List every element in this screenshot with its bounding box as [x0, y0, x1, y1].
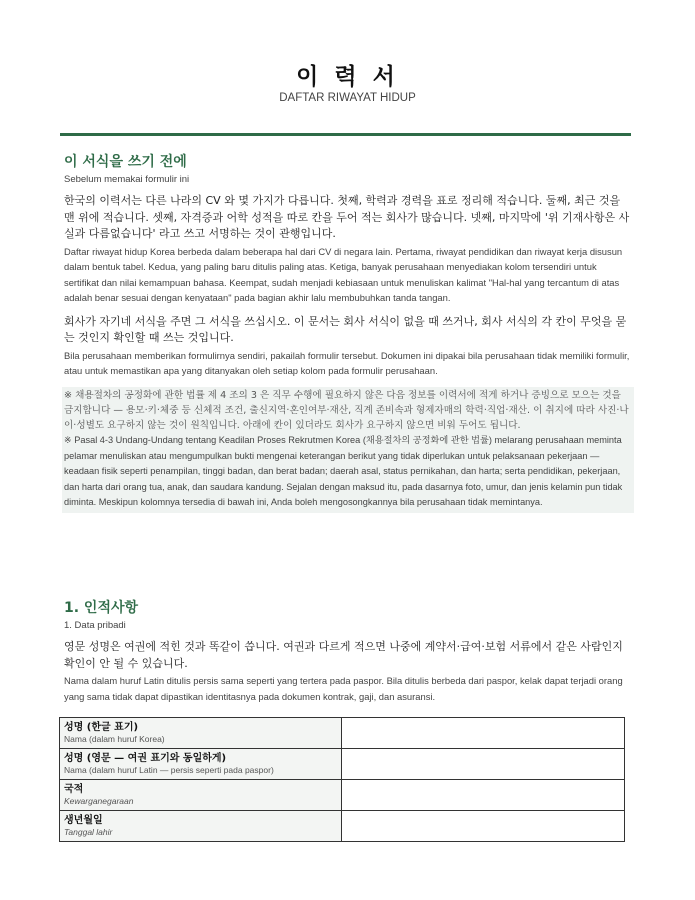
birth-date-field[interactable]	[342, 811, 625, 842]
header-divider	[60, 133, 631, 136]
table-row	[60, 749, 625, 780]
table-row	[60, 718, 625, 749]
intro-paragraph-1-korean: 한국의 이력서는 다른 나라의 CV 와 몇 가지가 다릅니다. 첫째, 학력과 경력을 표로 정리해 적습니다. 둘째, 최근 것을 맨 위에 적습니다. 셋째, 자격증과 어학 성적을 따로 칸을 두어 적는 회사가 많습니다. 넷째, 마지막에 '위 기재사항은 사실과 다름없습니다' 라고 쓰고 서명하는 것이 관행입니다.	[64, 194, 630, 240]
name-korean-label-cell	[60, 718, 342, 749]
personal-data-section	[64, 598, 632, 712]
field-label-indonesian: Tanggal lahir	[64, 827, 113, 837]
personal-data-table	[59, 717, 625, 842]
name-latin-label-cell	[60, 749, 342, 780]
legal-note-box	[62, 387, 634, 514]
birth-date-label-cell	[60, 811, 342, 842]
field-label-indonesian: Kewarganegaraan	[64, 796, 134, 806]
field-label-korean: 성명 (한글 표기)	[64, 722, 139, 733]
field-label-indonesian: Nama (dalam huruf Korea)	[64, 734, 165, 744]
field-label-korean: 국적	[64, 784, 84, 795]
intro-heading: 이 서식을 쓰기 전에	[64, 154, 187, 170]
page-title: 이 력 서	[296, 64, 399, 90]
table-row	[60, 811, 625, 842]
section-1-heading: 1. 인적사항	[64, 600, 139, 616]
name-latin-field[interactable]	[342, 749, 625, 780]
section-1-paragraph-indonesian: Nama dalam huruf Latin ditulis persis sama seperti yang tertera pada paspor. Bila ditulis berbeda dari paspor, kelak dapat terjadi orang yang sama tidak dapat dipastikan identitasnya pada dokumen kontrak, gaji, dan asuransi.	[64, 675, 623, 702]
field-label-korean: 생년월일	[64, 815, 103, 826]
section-1-paragraph-korean: 영문 성명은 여권에 적힌 것과 똑같이 씁니다. 여권과 다르게 적으면 나중에 계약서·급여·보험 서류에서 같은 사람인지 확인이 안 될 수 있습니다.	[64, 640, 623, 670]
field-label-indonesian: Nama (dalam huruf Latin — persis seperti pada paspor)	[64, 765, 274, 775]
section-1-heading-translation: 1. Data pribadi	[64, 620, 126, 631]
nationality-label-cell	[60, 780, 342, 811]
nationality-field[interactable]	[342, 780, 625, 811]
intro-paragraph-1-indonesian: Daftar riwayat hidup Korea berbeda dalam beberapa hal dari CV di negara lain. Pertama, riwayat pendidikan dan riwayat kerja disusun dalam bentuk tabel. Kedua, yang paling baru ditulis paling atas. Ketiga, banyak perusahaan menyediakan kolom tersendiri untuk sertifikat dan nilai kemampuan bahasa. Keempat, sudah menjadi kebiasaan untuk menuliskan kalimat "Hal-hal yang tercantum di atas adalah benar sesuai dengan kenyataan" pada bagian akhir lalu membubuhkan tanda tangan.	[64, 245, 623, 303]
intro-paragraph-2-korean: 회사가 자기네 서식을 주면 그 서식을 쓰십시오. 이 문서는 회사 서식이 없을 때 쓰거나, 회사 서식의 각 칸이 무엇을 묻는 것인지 확인할 때 쓰는 것입니다.	[64, 314, 627, 344]
name-korean-field[interactable]	[342, 718, 625, 749]
intro-paragraph-2-indonesian: Bila perusahaan memberikan formulirnya sendiri, pakailah formulir tersebut. Dokumen ini dipakai bila perusahaan tidak memiliki formulir, atau untuk memastikan apa yang ditanyakan oleh setiap kolom pada formulir perusahaan.	[64, 349, 630, 376]
table-row	[60, 780, 625, 811]
legal-note-korean: ※ 채용절차의 공정화에 관한 법률 제 4 조의 3 은 직무 수행에 필요하지 않은 다음 정보를 이력서에 적게 하거나 증빙으로 모으는 것을 금지합니다 — 용모·키·체중 등 신체적 조건, 출신지역·혼인여부·재산, 직계 존비속과 형제자매의 학력·직업·재산. 이 취지에 따라 사진·나이·성별도 요구하지 않는 것이 원칙입니다. 아래에 칸이 있더라도 회사가 요구하지 않으면 비워 두어도 됩니다.	[64, 389, 629, 432]
intro-heading-translation: Sebelum memakai formulir ini	[64, 174, 190, 185]
page-subtitle: DAFTAR RIWAYAT HIDUP	[279, 92, 416, 104]
intro-section	[64, 152, 632, 513]
field-label-korean: 성명 (영문 — 여권 표기와 동일하게)	[64, 753, 227, 764]
legal-note-indonesian: ※ Pasal 4-3 Undang-Undang tentang Keadilan Proses Rekrutmen Korea (채용절차의 공정화에 관한 법률) melarang perusahaan meminta pelamar menuliskan atau mengumpulkan bukti mengenai keterangan berikut yang tidak diperlukan untuk pelaksanaan pekerjaan — keadaan fisik seperti penampilan, tinggi badan, dan berat badan; daerah asal, status pernikahan, dan harta; serta pendidikan, pekerjaan, dan harta dari orang tua, anak, dan saudara kandung. Sejalan dengan maksud itu, pada dasarnya foto, umur, dan jenis kelamin pun tidak diminta. Meskipun kolomnya tersedia di bawah ini, Anda boleh mengosongkannya bila perusahaan tidak memintanya.	[64, 435, 623, 508]
